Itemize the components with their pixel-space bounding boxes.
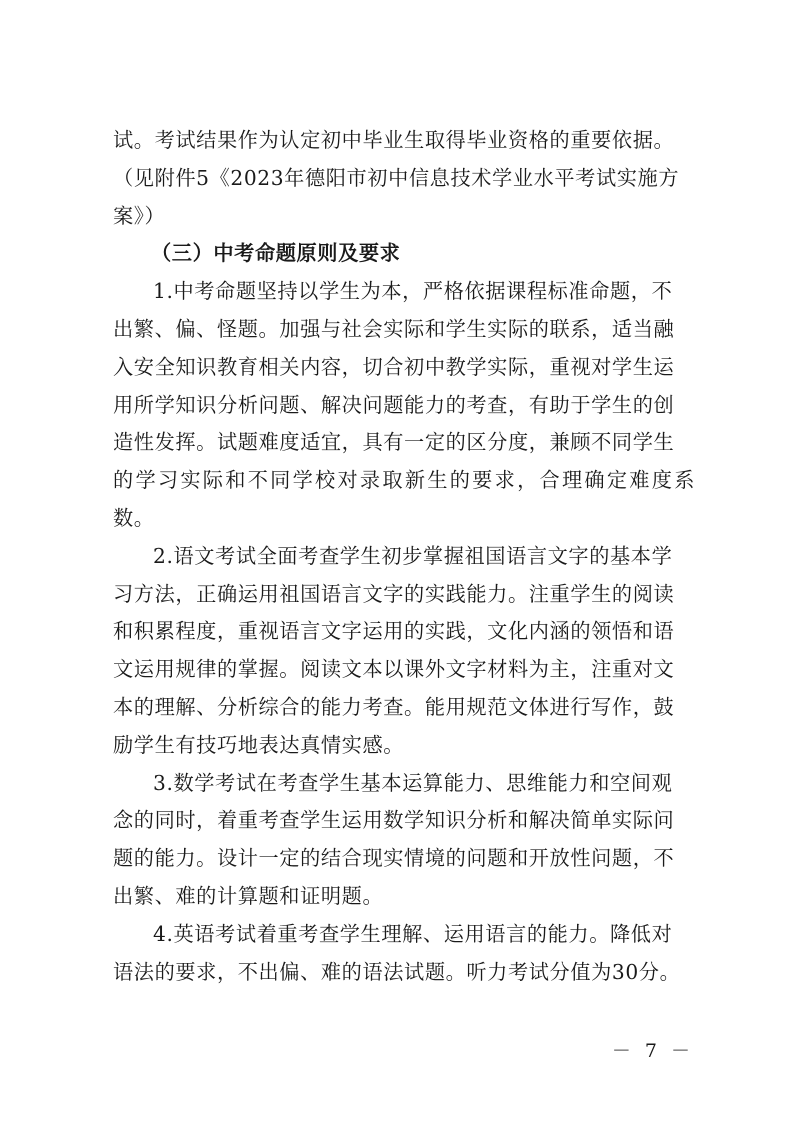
- paragraph-item-4: [113, 916, 695, 992]
- intro-paragraph: [113, 122, 695, 235]
- section-heading: （三）中考命题原则及要求: [151, 241, 401, 266]
- text-line: 和积累程度，重视语言文字运用的实践，文化内涵的领悟和语: [113, 619, 675, 644]
- text-line: 语法的要求，不出偏、难的语法试题。听力考试分值为30分。: [113, 959, 681, 984]
- paragraph-item-3: [113, 765, 695, 916]
- text-line: 习方法，正确运用祖国语言文字的实践能力。注重学生的阅读: [113, 581, 675, 606]
- text-line: 3.数学考试在考查学生基本运算能力、思维能力和空间观: [153, 770, 673, 795]
- text-line: 出繁、难的计算题和证明题。: [113, 883, 384, 908]
- text-line: 本的理解、分析综合的能力考查。能用规范文体进行写作，鼓: [113, 694, 675, 719]
- page-number: － 7 －: [611, 1040, 694, 1062]
- text-line: 2.语文考试全面考查学生初步掌握祖国语言文字的基本学: [153, 543, 673, 568]
- text-line: （见附件5《2023年德阳市初中信息技术学业水平考试实施方: [113, 165, 680, 190]
- text-line: 4.英语考试着重考查学生理解、运用语言的能力。降低对: [153, 921, 673, 946]
- text-line: 出繁、偏、怪题。加强与社会实际和学生实际的联系，适当融: [113, 316, 675, 341]
- text-line: 念的同时，着重考查学生运用数学知识分析和解决简单实际问: [113, 808, 675, 833]
- text-line: 1.中考命题坚持以学生为本，严格依据课程标准命题，不: [153, 279, 673, 304]
- text-line: 励学生有技巧地表达真情实感。: [113, 732, 405, 757]
- text-line: 题的能力。设计一定的结合现实情境的问题和开放性问题，不: [113, 846, 675, 871]
- text-line: 案》）: [113, 203, 166, 228]
- text-line: 试。考试结果作为认定初中毕业生取得毕业资格的重要依据。: [113, 128, 675, 152]
- text-line: 用所学知识分析问题、解决问题能力的考查，有助于学生的创: [113, 392, 675, 417]
- text-line: 造性发挥。试题难度适宜，具有一定的区分度，兼顾不同学生: [113, 430, 675, 455]
- paragraph-item-1: [113, 273, 695, 538]
- text-line: 文运用规律的掌握。阅读文本以课外文字材料为主，注重对文: [113, 657, 675, 682]
- text-line: 入安全知识教育相关内容，切合初中教学实际，重视对学生运: [113, 354, 675, 379]
- paragraph-item-2: [113, 538, 695, 765]
- text-line: 的学习实际和不同学校对录取新生的要求，合理确定难度系数。: [113, 468, 695, 530]
- page-content: [113, 122, 695, 991]
